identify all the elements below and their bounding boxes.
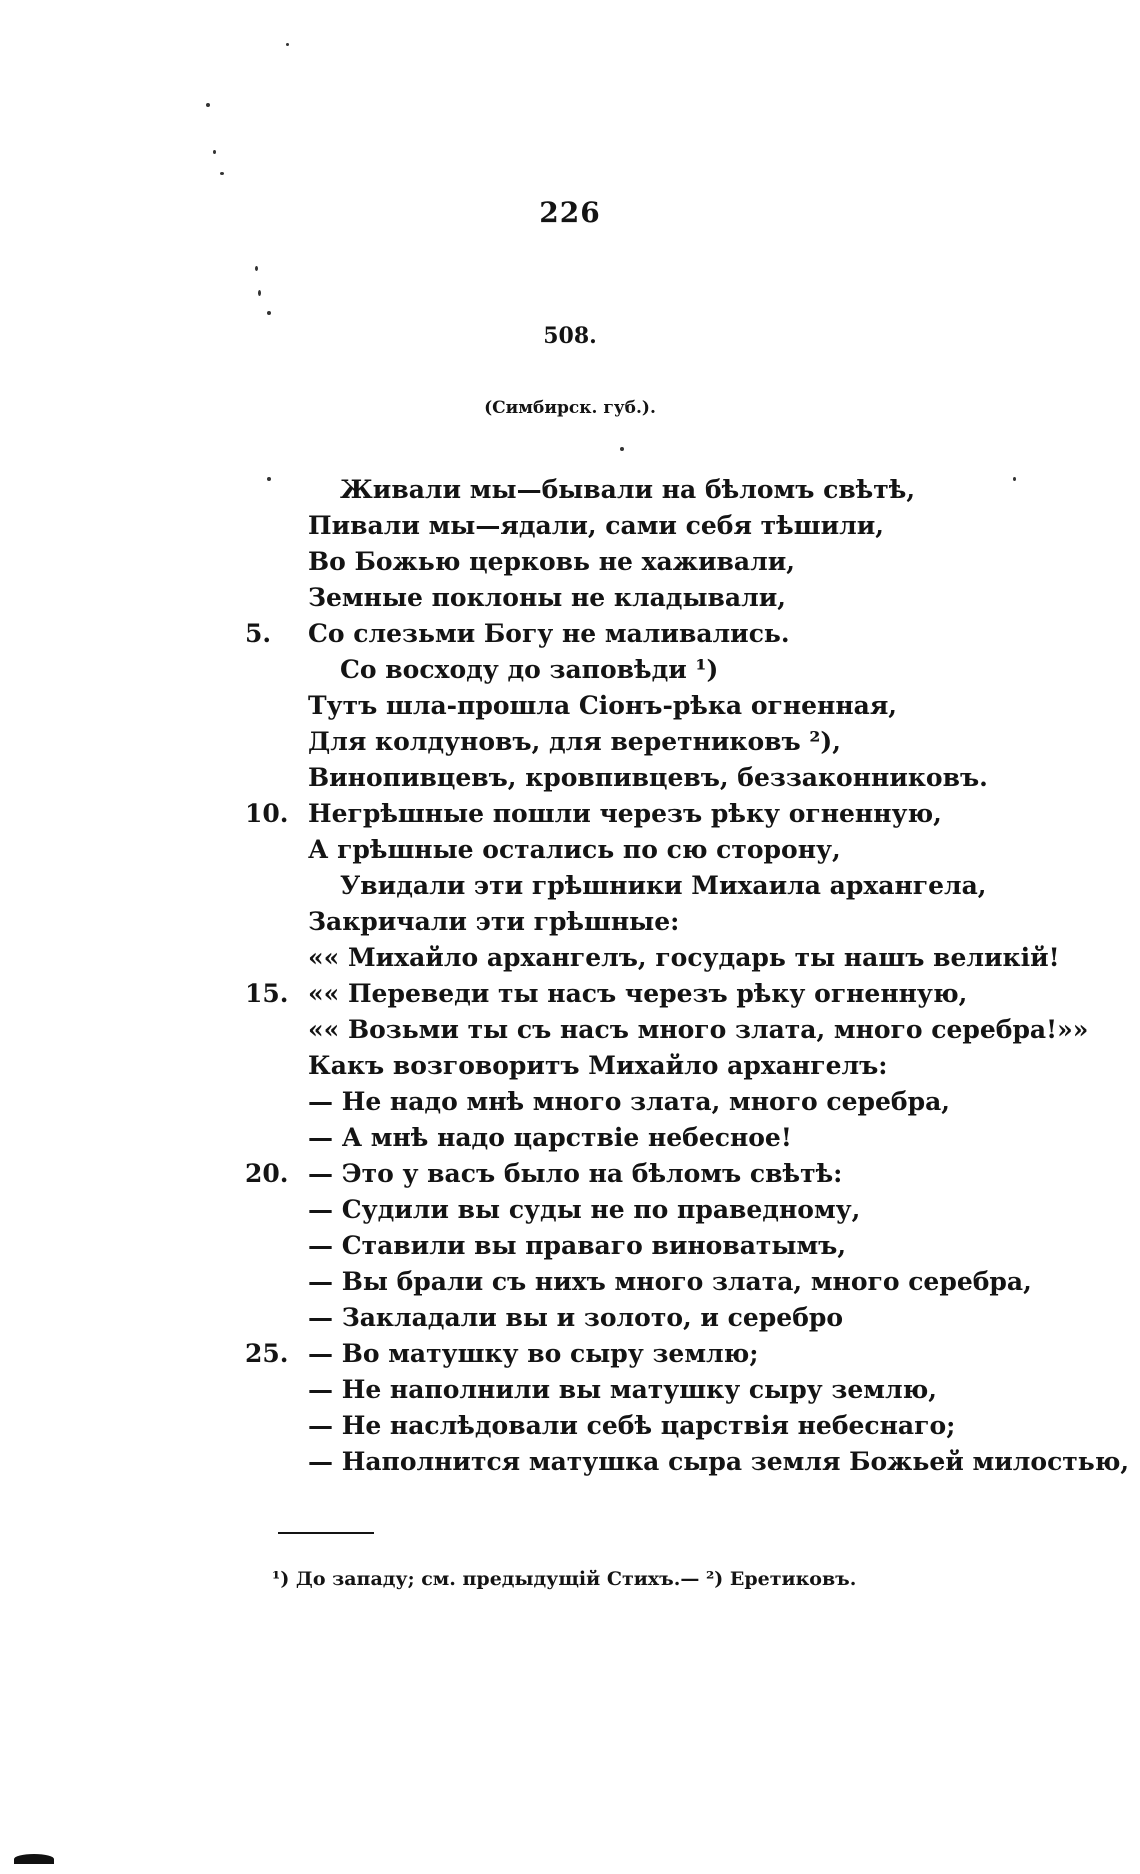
line-text: — Не наполнили вы матушку сыру землю, — [308, 1375, 937, 1404]
line-text: — Ставили вы праваго виноватымъ, — [308, 1231, 847, 1260]
poem-line — [245, 1120, 1065, 1156]
poem-line — [245, 1084, 1065, 1120]
poem-line — [245, 1372, 1065, 1408]
line-number: 20. — [245, 1159, 289, 1188]
scan-speck — [220, 172, 224, 175]
poem-line — [245, 1048, 1065, 1084]
scan-speck — [1013, 477, 1016, 481]
scan-speck — [258, 290, 261, 296]
line-text: «« Михайло архангелъ, государь ты нашъ великій! — [308, 943, 1060, 972]
poem-line — [245, 616, 1065, 652]
line-text: Закричали эти грѣшные: — [308, 907, 680, 936]
poem-line — [245, 1192, 1065, 1228]
line-text: Со слезьми Богу не маливались. — [308, 619, 790, 648]
scan-speck — [286, 43, 289, 46]
poem-line — [245, 652, 1065, 688]
line-number: 10. — [245, 799, 289, 828]
line-text: Негрѣшные пошли черезъ рѣку огненную, — [308, 799, 942, 828]
scan-speck — [620, 447, 624, 451]
poem-line — [245, 1444, 1130, 1480]
line-text: Винопивцевъ, кровпивцевъ, беззаконниковъ. — [308, 763, 988, 792]
line-text: — Не наслѣдовали себѣ царствія небеснаго; — [308, 1411, 956, 1440]
line-text: — Не надо мнѣ много злата, много серебра, — [308, 1087, 950, 1116]
poem-line — [245, 976, 1065, 1012]
poem-line — [245, 796, 1065, 832]
poem-line — [245, 940, 1065, 976]
poem-line — [245, 508, 1065, 544]
footnote: ¹) До западу; см. предыдущій Стихъ.— ²) Еретиковъ. — [272, 1568, 857, 1590]
poem-line — [245, 904, 1065, 940]
line-text: Со восходу до заповѣди ¹) — [340, 655, 719, 684]
line-number: 5. — [245, 619, 272, 648]
poem-line — [245, 1156, 1065, 1192]
poem-line — [245, 580, 1065, 616]
line-number: 25. — [245, 1339, 289, 1368]
poem-line — [245, 1012, 1089, 1048]
line-text: Тутъ шла-прошла Сіонъ-рѣка огненная, — [308, 691, 898, 720]
poem-line — [245, 1408, 1065, 1444]
line-text: — Наполнится матушка сыра земля Божьей милостью, — [308, 1447, 1130, 1476]
poem-line — [245, 1336, 1065, 1372]
line-text: — А мнѣ надо царствіе небесное! — [308, 1123, 792, 1152]
line-text: — Это у васъ было на бѣломъ свѣтѣ: — [308, 1159, 843, 1188]
line-text: «« Переведи ты насъ черезъ рѣку огненную, — [308, 979, 968, 1008]
line-text: Какъ возговоритъ Михайло архангелъ: — [308, 1051, 888, 1080]
song-number: 508. — [543, 323, 597, 349]
poem-line — [245, 832, 1065, 868]
poem-line — [245, 868, 1065, 904]
line-number: 15. — [245, 979, 289, 1008]
line-text: Пивали мы—ядали, сами себя тѣшили, — [308, 511, 884, 540]
footnote-divider — [278, 1532, 374, 1534]
poem-line — [245, 1264, 1065, 1300]
scan-speck — [267, 477, 271, 481]
poem-body — [245, 472, 1130, 1480]
scan-speck — [206, 103, 210, 107]
line-text: — Закладали вы и золото, и серебро — [308, 1303, 844, 1332]
poem-line — [245, 688, 1065, 724]
line-text: Увидали эти грѣшники Михаила архангела, — [340, 871, 987, 900]
region-label: (Симбирск. губ.). — [484, 398, 656, 418]
line-text: Для колдуновъ, для веретниковъ ²), — [308, 727, 841, 756]
scan-speck — [267, 311, 271, 315]
line-text: — Судили вы суды не по праведному, — [308, 1195, 861, 1224]
page-number: 226 — [539, 196, 601, 229]
line-text: Во Божью церковь не хаживали, — [308, 547, 795, 576]
scan-speck — [14, 1854, 54, 1864]
line-text: — Вы брали съ нихъ много злата, много серебра, — [308, 1267, 1032, 1296]
line-text: — Во матушку во сыру землю; — [308, 1339, 759, 1368]
poem-line — [245, 472, 1065, 508]
poem-line — [245, 724, 1065, 760]
poem-line — [245, 760, 1065, 796]
poem-line — [245, 1300, 1065, 1336]
line-text: Земные поклоны не кладывали, — [308, 583, 786, 612]
scan-speck — [213, 150, 216, 154]
line-text: Живали мы—бывали на бѣломъ свѣтѣ, — [340, 475, 916, 504]
line-text: А грѣшные остались по сю сторону, — [308, 835, 841, 864]
line-text: «« Возьми ты съ насъ много злата, много серебра!»» — [308, 1015, 1089, 1044]
poem-line — [245, 1228, 1065, 1264]
poem-line — [245, 544, 1065, 580]
scan-speck — [255, 266, 258, 271]
